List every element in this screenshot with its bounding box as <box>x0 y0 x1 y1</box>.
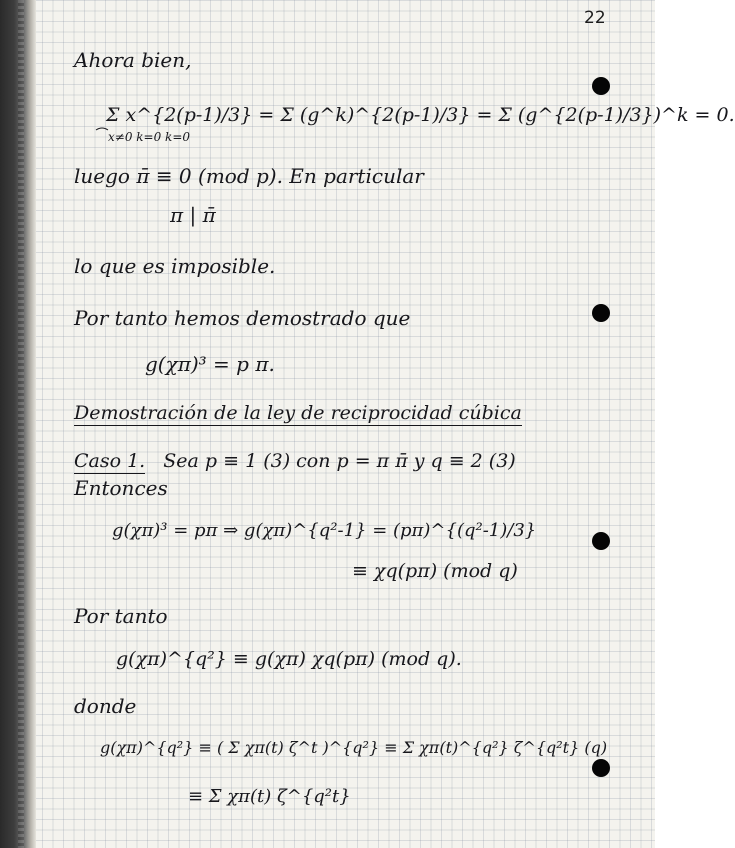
formula-expansion: g(χπ)^{q²} ≡ ( Σ χπ(t) ζ^t )^{q²} ≡ Σ χπ(t)^{q²} ζ^{q²t} (q) <box>100 738 608 757</box>
formula-sum-identity: Σ x^{2(p-1)/3} = Σ (g^k)^{2(p-1)/3} = Σ (g^{2(p-1)/3})^k = 0. <box>106 104 735 126</box>
text-por-tanto-hemos: Por tanto hemos demostrado que <box>74 306 411 330</box>
case-condition: Sea p ≡ 1 (3) con p = π π̄ y q ≡ 2 (3) <box>163 450 516 472</box>
page-number: 22 <box>584 8 606 28</box>
formula-implication: g(χπ)³ = pπ ⇒ g(χπ)^{q²-1} = (pπ)^{(q²-1)/3} <box>112 520 537 541</box>
text-ahora-bien: Ahora bien, <box>74 48 192 72</box>
formula-sum-indices: x≠0 k=0 k=0 <box>108 130 191 144</box>
text-por-tanto: Por tanto <box>74 604 168 628</box>
formula-pi-divides-pibar: π | π̄ <box>170 203 216 227</box>
text-donde: donde <box>74 694 137 718</box>
heading-text: Demostración de la ley de reciprocidad cúbica <box>74 402 522 424</box>
text-imposible: lo que es imposible. <box>74 254 276 278</box>
text-entonces: Entonces <box>74 476 168 500</box>
formula-congruence-chi-q: ≡ χq(pπ) (mod q) <box>352 560 518 582</box>
text-luego-mod-p: luego π̄ ≡ 0 (mod p). En particular <box>74 164 424 188</box>
formula-final: ≡ Σ χπ(t) ζ^{q²t} <box>188 786 351 807</box>
formula-gauss-sum-cube: g(χπ)³ = p π. <box>145 352 275 376</box>
case-label: Caso 1. <box>74 450 146 472</box>
formula-gauss-sum-power: g(χπ)^{q²} ≡ g(χπ) χq(pπ) (mod q). <box>116 648 462 670</box>
